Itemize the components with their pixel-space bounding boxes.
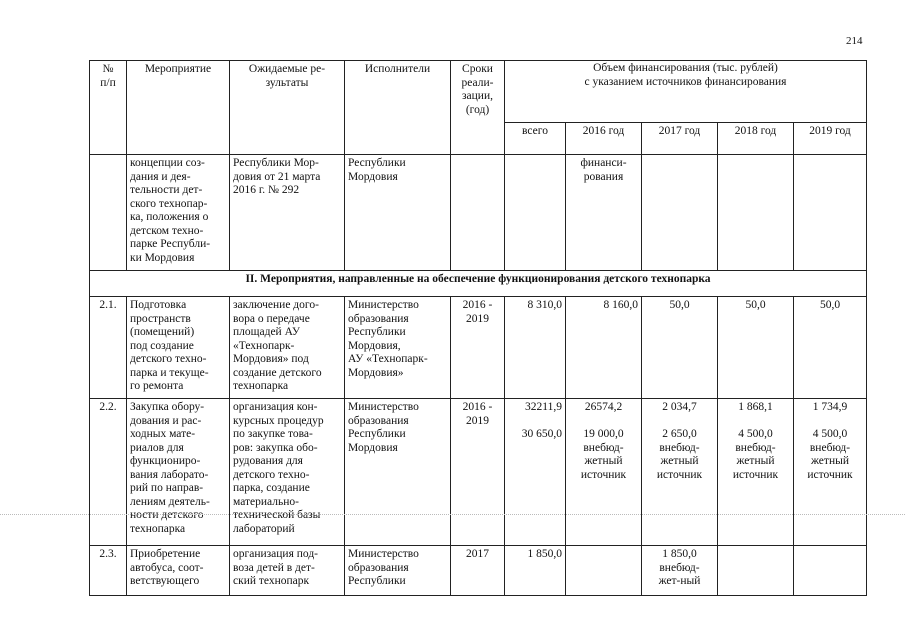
cell-measure: Закупка обору- дования и рас- ходных мате- риалов для функциониро- вания лаборато- рий по направ- лениям деятель- ности детского технопарка xyxy=(127,399,230,546)
cell-2017: 1 850,0 внебюд- жет-ный xyxy=(642,546,718,596)
cell-2018: 50,0 xyxy=(718,297,794,399)
cell-measure: Подготовка пространств (помещений) под создание детского техно- парка и текуще- го ремонта xyxy=(127,297,230,399)
header-2019: 2019 год xyxy=(794,123,867,155)
cell-2018: 1 868,1 4 500,0 внебюд- жетный источник xyxy=(718,399,794,546)
scan-artifact-line xyxy=(0,514,905,515)
header-2018: 2018 год xyxy=(718,123,794,155)
header-total: всего xyxy=(505,123,566,155)
cell-2016: финанси- рования xyxy=(566,155,642,271)
cell-num: 2.2. xyxy=(90,399,127,546)
cell-terms: 2016 - 2019 xyxy=(451,297,505,399)
header-num: № п/п xyxy=(90,61,127,155)
header-2017: 2017 год xyxy=(642,123,718,155)
cell-2017 xyxy=(642,155,718,271)
header-funding-title: Объем финансирования (тыс. рублей) с указанием источников финансирования xyxy=(505,61,867,123)
table-row xyxy=(90,155,867,271)
cell-total: 8 310,0 xyxy=(505,297,566,399)
cell-expected: Республики Мор- довия от 21 марта 2016 г. № 292 xyxy=(230,155,345,271)
cell-executors: Министерство образования Республики Мордовия, АУ «Технопарк- Мордовия» xyxy=(345,297,451,399)
cell-2019 xyxy=(794,546,867,596)
cell-total: 1 850,0 xyxy=(505,546,566,596)
cell-total: 32211,9 30 650,0 xyxy=(505,399,566,546)
cell-num: 2.1. xyxy=(90,297,127,399)
header-executors: Исполнители xyxy=(345,61,451,155)
cell-expected: заключение дого- вора о передаче площадей АУ «Технопарк- Мордовия» под создание детского технопарка xyxy=(230,297,345,399)
cell-terms: 2017 xyxy=(451,546,505,596)
cell-num xyxy=(90,155,127,271)
activities-table xyxy=(89,60,867,596)
cell-2016: 26574,2 19 000,0 внебюд- жетный источник xyxy=(566,399,642,546)
cell-num: 2.3. xyxy=(90,546,127,596)
cell-2019: 1 734,9 4 500,0 внебюд- жетный источник xyxy=(794,399,867,546)
table-row xyxy=(90,399,867,546)
cell-measure: Приобретение автобуса, соот- ветствующего xyxy=(127,546,230,596)
cell-executors: Республики Мордовия xyxy=(345,155,451,271)
cell-2016 xyxy=(566,546,642,596)
cell-total xyxy=(505,155,566,271)
cell-executors: Министерство образования Республики Мордовия xyxy=(345,399,451,546)
header-measure: Мероприятие xyxy=(127,61,230,155)
page-number: 214 xyxy=(846,35,863,47)
cell-2018 xyxy=(718,155,794,271)
header-terms: Сроки реали- зации, (год) xyxy=(451,61,505,155)
table-row xyxy=(90,546,867,596)
cell-2017: 50,0 xyxy=(642,297,718,399)
cell-2018 xyxy=(718,546,794,596)
cell-executors: Министерство образования Республики xyxy=(345,546,451,596)
cell-measure: концепции соз- дания и дея- тельности дет- ского технопар- ка, положения о детском техно- парке Республи- ки Мордовия xyxy=(127,155,230,271)
table-row xyxy=(90,297,867,399)
cell-2019 xyxy=(794,155,867,271)
cell-terms: 2016 - 2019 xyxy=(451,399,505,546)
header-expected-results: Ожидаемые ре- зультаты xyxy=(230,61,345,155)
section-row xyxy=(90,271,867,297)
cell-terms xyxy=(451,155,505,271)
section-title: II. Мероприятия, направленные на обеспечение функционирования детского технопарка xyxy=(90,271,867,297)
cell-2016: 8 160,0 xyxy=(566,297,642,399)
cell-2019: 50,0 xyxy=(794,297,867,399)
header-2016: 2016 год xyxy=(566,123,642,155)
cell-expected: организация под- воза детей в дет- ский технопарк xyxy=(230,546,345,596)
cell-expected: организация кон- курсных процедур по закупке това- ров: закупка обо- рудования для детского техно- парка, создание материально- технической базы лабораторий xyxy=(230,399,345,546)
cell-2017: 2 034,7 2 650,0 внебюд- жетный источник xyxy=(642,399,718,546)
